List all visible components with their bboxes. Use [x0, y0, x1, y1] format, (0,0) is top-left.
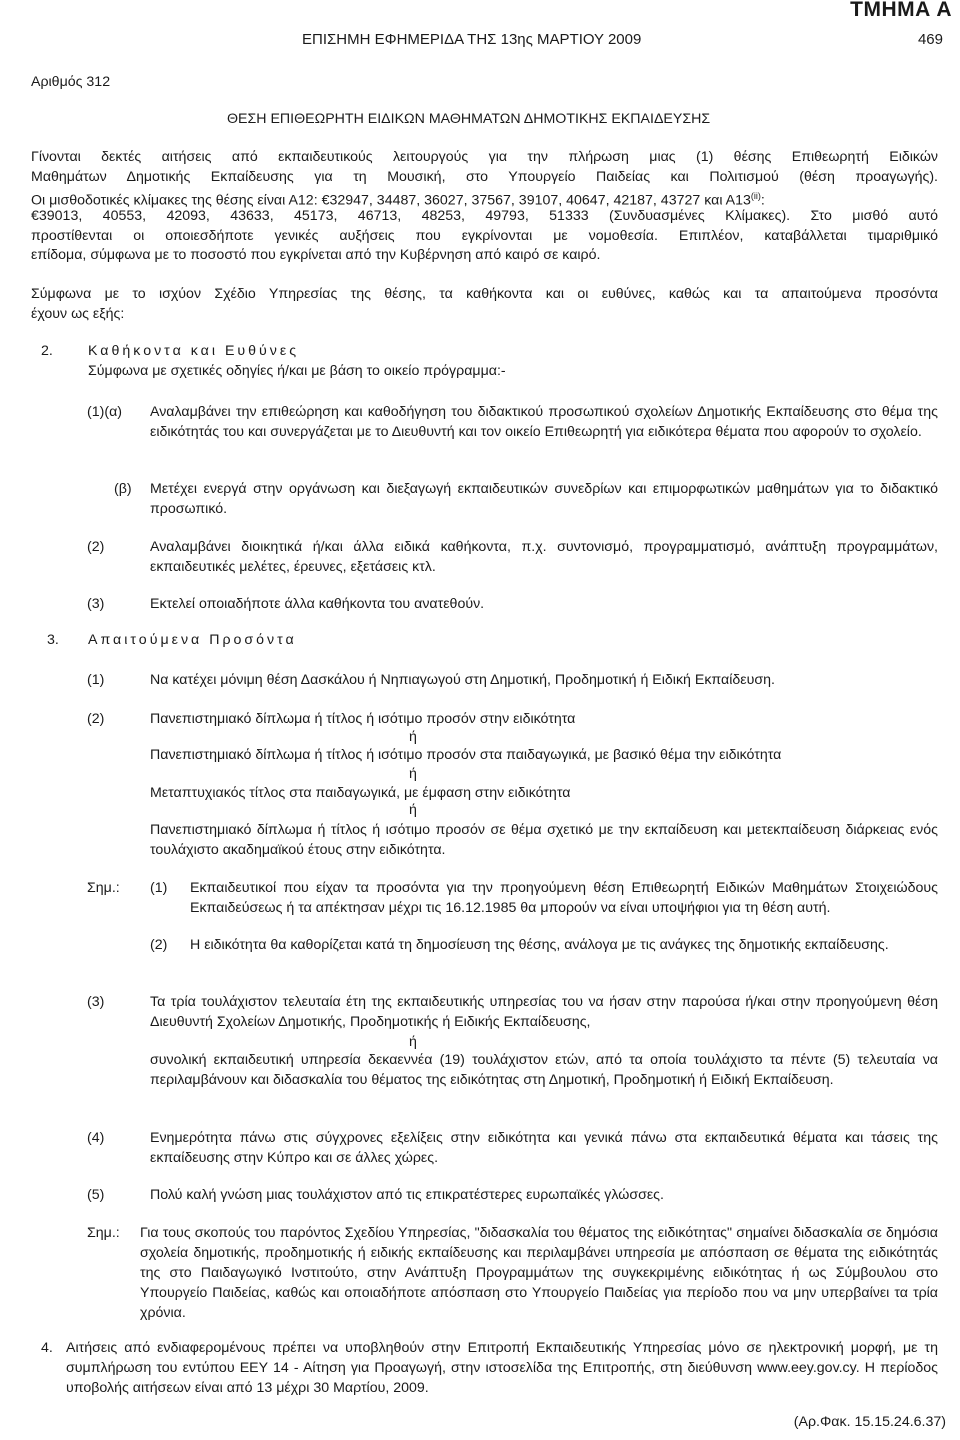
item-text: Ενημερότητα πάνω στις σύγχρονες εξελίξεις στην ειδικότητα και γενικά πάνω στα εκπαιδευτικά θέματα και τάσεις της εκπαίδευσης στην Κύπρο και σε άλλες χώρες.: [150, 1130, 938, 1166]
item-text: Τα τρία τουλάχιστον τελευταία έτη της εκπαιδευτικής υπηρεσίας του να ήσαν στην παρούσα ή/και στην προηγούμενη θέση Διευθυντή Σχολείων Δημοτικής, Προδημοτικής ή Ειδικής Εκπαίδευσης,: [150, 994, 938, 1030]
section-number: 3.: [47, 632, 59, 648]
section-heading: Καθήκοντα και Ευθύνες: [88, 343, 300, 359]
item-number: (1)(α): [87, 404, 122, 420]
or-separator: ή: [409, 802, 417, 818]
item-text: Μεταπτυχιακός τίτλος στα παιδαγωγικά, με έμφαση στην ειδικότητα: [150, 785, 571, 801]
colon: :: [760, 192, 765, 209]
footnote-marker: (ii): [750, 191, 761, 201]
note-label: Σημ.:: [87, 880, 120, 896]
intro-line: Γίνονται δεκτές αιτήσεις από εκπαιδευτικούς λειτουργούς για την πλήρωση μιας (1) θέσης Επιθεωρητή Ειδικών: [31, 149, 938, 165]
page-number: 469: [917, 31, 943, 48]
file-reference: (Αρ.Φακ. 15.15.24.6.37): [793, 1414, 946, 1430]
scheme-line: Σύμφωνα με το ισχύον Σχέδιο Υπηρεσίας της θέσης, τα καθήκοντα και οι ευθύνες, καθώς και τα απαιτούμενα προσόντα: [31, 286, 938, 302]
salary-scales-text: Οι μισθοδοτικές κλίμακες της θέσης είναι Α12: €32947, 34487, 36027, 37567, 39107, 40647, 42187, 43727 και Α13: [31, 192, 751, 209]
note-text: Η ειδικότητα θα καθορίζεται κατά τη δημοσίευση της θέσης, ανάλογα με τις ανάγκες της δημοτικής εκπαίδευσης.: [190, 937, 889, 953]
item-text: Μετέχει ενεργά στην οργάνωση και διεξαγωγή εκπαιδευτικών συνεδρίων και επιμορφωτικών μαθημάτων για το διδακτικό προσωπικό.: [150, 481, 938, 517]
item-text: Πανεπιστημιακό δίπλωμα ή τίτλος ή ισότιμο προσόν σε θέμα σχετικό με την εκπαίδευση και μετεκπαίδευση διάρκειας ενός τουλάχιστο ακαδημαϊκού έτους στην ειδικότητα.: [150, 822, 938, 858]
item-number: (1): [87, 672, 105, 688]
item-number: (5): [87, 1187, 105, 1203]
intro-line: Μαθημάτων Δημοτικής Εκπαίδευσης για τη Μουσική, στο Υπουργείο Παιδείας και Πολιτισμού (θέση προαγωγής).: [31, 169, 938, 185]
item-number: (4): [87, 1130, 105, 1146]
item-text: Πολύ καλή γνώση μιας τουλάχιστον από τις επικρατέστερες ευρωπαϊκές γλώσσες.: [150, 1187, 664, 1203]
applications-text: Αιτήσεις από ενδιαφερομένους πρέπει να υποβληθούν στην Επιτροπή Εκπαιδευτικής Υπηρεσίας μόνο σε ηλεκτρονική μορφή, με τη συμπλήρωση του εντύπου ΕΕΥ 14 - Αίτηση για Προαγωγή, στην ιστοσελίδα της Επιτροπής, στη διεύθυνση www.eey.gov.cy. Η περίοδος υποβολής αιτήσεων είναι από 13 μέχρι 30 Μαρτίου, 2009.: [66, 1340, 938, 1396]
item-text: Πανεπιστημιακό δίπλωμα ή τίτλος ή ισότιμο προσόν στα παιδαγωγικά, με βασικό θέμα την ειδικότητα: [150, 747, 782, 763]
scheme-line: έχουν ως εξής:: [31, 306, 125, 322]
intro-line: επίδομα, σύμφωνα με το ποσοστό που εγκρίνεται από την Κυβέρνηση από καιρό σε καιρό.: [31, 247, 601, 263]
note-number: (2): [150, 937, 168, 953]
item-number: (2): [87, 711, 105, 727]
section-heading: Απαιτούμενα Προσόντα: [88, 632, 297, 648]
gazette-header: ΕΠΙΣΗΜΗ ΕΦΗΜΕΡΙΔΑ ΤΗΣ 13ης ΜΑΡΤΙΟΥ 2009: [302, 31, 642, 48]
note-text: Εκπαιδευτικοί που είχαν τα προσόντα για την προηγούμενη θέση Επιθεωρητή Ειδικών Μαθημάτων Στοιχειώδους Εκπαιδεύσεως ή τα απέκτησαν μέχρι τις 16.12.1985 θα μπορούν να είναι υποψήφιοι για τη θέση αυτή.: [190, 880, 938, 916]
intro-line: προστίθενται οι οποιεσδήποτε γενικές αυξήσεις που εγκρίνονται με νομοθεσία. Επιπλέον, καταβάλλεται τιμαριθμικό: [31, 228, 938, 244]
intro-line: €39013, 40553, 42093, 43633, 45173, 46713, 48253, 49793, 51333 (Συνδυασμένες Κλίμακες). Στο μισθό αυτό: [31, 208, 938, 224]
or-separator: ή: [409, 1034, 417, 1050]
section-number: 2.: [41, 343, 53, 359]
item-text: Αναλαμβάνει διοικητικά ή/και άλλα ειδικά καθήκοντα, π.χ. συντονισμό, προγραμματισμό, ανάπτυξη προγραμμάτων, εκπαιδευτικές μελέτες, έρευνες, εξετάσεις κτλ.: [150, 539, 938, 575]
note-text: Για τους σκοπούς του παρόντος Σχεδίου Υπηρεσίας, "διδασκαλία του θέματος της ειδικότητας" σημαίνει διδασκαλία σε δημόσια σχολεία δημοτικής, προδημοτικής ή ειδικής εκπαίδευσης και περιλαμβάνει υπηρεσία με απόσπαση σε θέματα της ειδικότητάς της στο Παιδαγωγικό Ινστιτούτο, στην Ανάπτυξη Προγραμμάτων της συγκεκριμένης ειδικότητας ή ως Σύμβουλου στο Υπουργείο Παιδείας, καθώς και οποιαδήποτε απόσπαση στο Υπουργείο Παιδείας για περίοδο που να μην υπερβαίνει τα τρία χρόνια.: [140, 1225, 938, 1321]
or-separator: ή: [409, 729, 417, 745]
item-number: (3): [87, 994, 105, 1010]
notice-title: ΘΕΣΗ ΕΠΙΘΕΩΡΗΤΗ ΕΙΔΙΚΩΝ ΜΑΘΗΜΑΤΩΝ ΔΗΜΟΤΙΚΗΣ ΕΚΠΑΙΔΕΥΣΗΣ: [227, 111, 711, 127]
item-text: Αναλαμβάνει την επιθεώρηση και καθοδήγηση του διδακτικού προσωπικού σχολείων Δημοτικής Εκπαίδευσης στο θέμα της ειδικότητάς του και συνεργάζεται με το Διευθυντή και τον οικείο Επιθεωρητή για ειδικότερα θέματα που αφορούν το σχολείο.: [150, 404, 938, 440]
item-number: (3): [87, 596, 105, 612]
section-subheading: Σύμφωνα με σχετικές οδηγίες ή/και με βάση το οικείο πρόγραμμα:-: [88, 363, 506, 379]
section-number: 4.: [41, 1340, 53, 1356]
item-text: Να κατέχει μόνιμη θέση Δασκάλου ή Νηπιαγωγού στη Δημοτική, Προδημοτική ή Ειδική Εκπαίδευση.: [150, 672, 775, 688]
or-separator: ή: [409, 766, 417, 782]
item-text: συνολική εκπαιδευτική υπηρεσία δεκαεννέα (19) τουλάχιστον ετών, από τα οποία τουλάχιστο τα πέντε (5) τελευταία να περιλαμβάνουν και διδασκαλία του θέματος της ειδικότητας στη Δημοτική, Προδημοτική ή Ειδική Εκπαίδευση.: [150, 1052, 938, 1088]
item-text: Εκτελεί οποιαδήποτε άλλα καθήκοντα του ανατεθούν.: [150, 596, 485, 612]
notice-number: Αριθμός 312: [31, 74, 111, 90]
item-text: Πανεπιστημιακό δίπλωμα ή τίτλος ή ισότιμο προσόν στην ειδικότητα: [150, 711, 576, 727]
section-label: ΤΜΗΜΑ Α: [850, 0, 952, 21]
item-number: (2): [87, 539, 105, 555]
note-label: Σημ.:: [87, 1225, 120, 1241]
note-number: (1): [150, 880, 168, 896]
item-number: (β): [114, 481, 132, 497]
